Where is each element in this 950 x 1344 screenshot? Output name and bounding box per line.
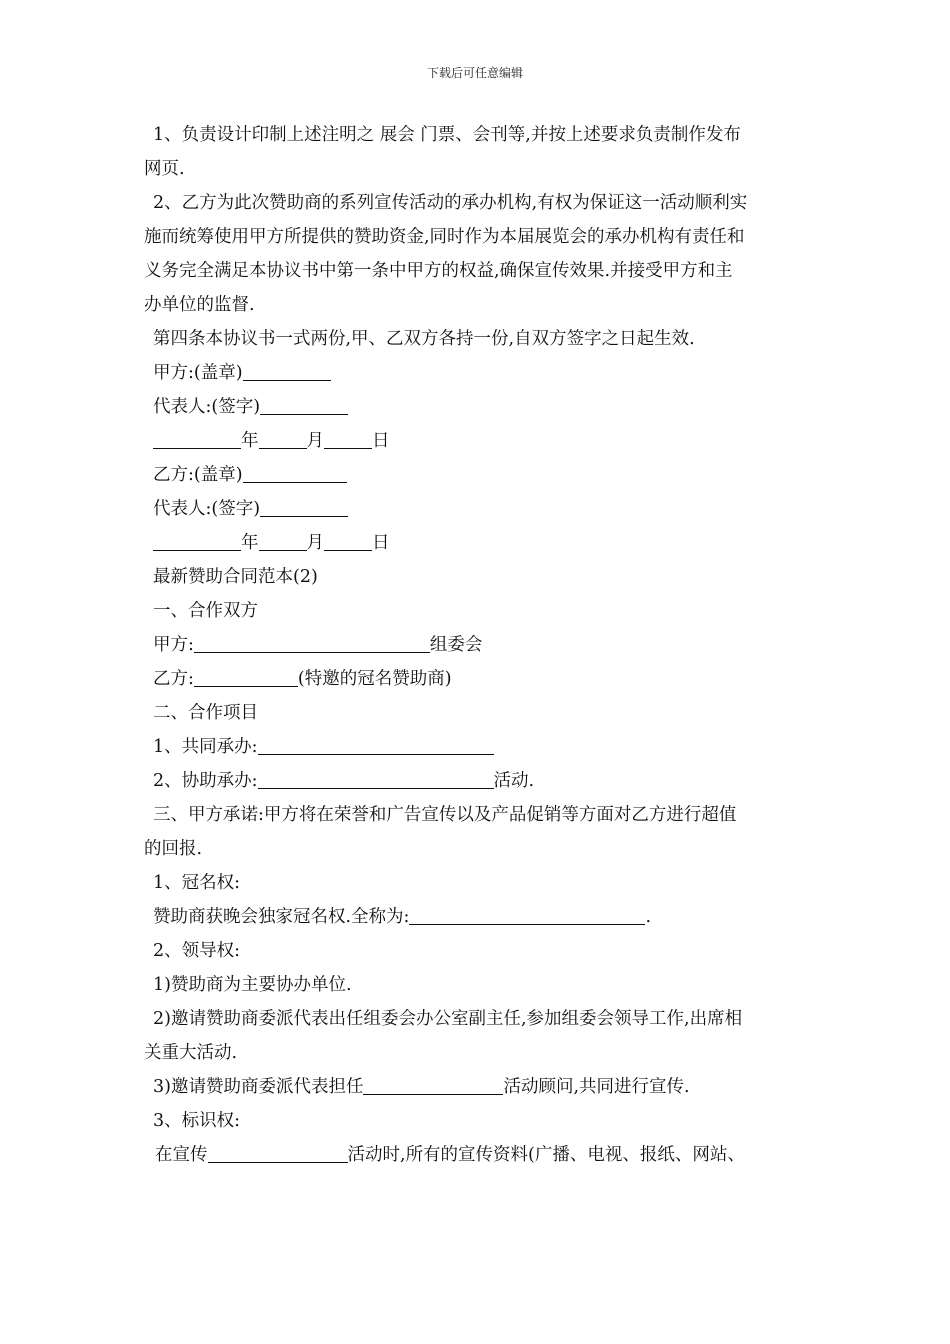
paragraph-line: 关重大活动. (144, 1043, 238, 1063)
paragraph-line: 义务完全满足本协议书中第一条中甲方的权益,确保宣传效果.并接受甲方和主 (144, 261, 733, 281)
paragraph-line: 办单位的监督. (144, 295, 255, 315)
logo-rights-suffix: 活动时,所有的宣传资料(广播、电视、报纸、网站、 (347, 1145, 745, 1165)
contract-title-2: 最新赞助合同范本(2) (153, 567, 318, 587)
day-blank (324, 530, 372, 551)
party-a-seal-line (144, 356, 812, 390)
rep-a-sign-line (144, 390, 812, 424)
leadership-item-3 (144, 1070, 812, 1104)
month-label: 月 (306, 431, 324, 451)
party-a-suffix: 组委会 (429, 635, 483, 655)
section-heading-1: 一、合作双方 (153, 601, 258, 621)
month-blank (259, 530, 307, 551)
advisor-blank (363, 1074, 503, 1095)
section-heading-3: 三、甲方承诺:甲方将在荣誉和广告宣传以及产品促销等方面对乙方进行超值 (153, 805, 737, 825)
article-four: 第四条本协议书一式两份,甲、乙双方各持一份,自双方签字之日起生效. (153, 329, 695, 349)
download-editable-note: 下载后可任意编辑 (426, 66, 523, 80)
day-label: 日 (372, 431, 390, 451)
joint-host-line (144, 730, 812, 764)
leadership-item-1: 1)赞助商为主要协办单位. (153, 975, 352, 995)
naming-rights-title: 1、冠名权: (153, 873, 241, 893)
logo-rights-prefix: 在宣传 (155, 1145, 208, 1165)
naming-rights-line (144, 900, 812, 934)
full-name-blank (409, 904, 645, 925)
rep-b-sign-blank (260, 496, 348, 517)
joint-host-label: 1、共同承办: (153, 737, 258, 757)
co-host-blank (258, 768, 494, 789)
date-line-a (144, 424, 812, 458)
naming-rights-text: 赞助商获晚会独家冠名权.全称为: (153, 907, 410, 927)
party-a-blank (194, 632, 430, 653)
section-heading-2: 二、合作项目 (153, 703, 258, 723)
day-label: 日 (372, 533, 390, 553)
leadership-item-3-suffix: 活动顾问,共同进行宣传. (503, 1077, 690, 1097)
leadership-title: 2、领导权: (153, 941, 241, 961)
logo-rights-title: 3、标识权: (153, 1111, 241, 1131)
party-b-seal-line (144, 458, 812, 492)
party-a-label: 甲方: (153, 635, 194, 655)
promotion-blank (208, 1142, 348, 1163)
year-label: 年 (241, 431, 259, 451)
year-blank (153, 428, 241, 449)
party-b-seal-blank (243, 462, 347, 483)
naming-rights-end: . (645, 907, 652, 927)
year-label: 年 (241, 533, 259, 553)
rep-a-sign-blank (260, 394, 348, 415)
co-host-suffix: 活动. (493, 771, 535, 791)
paragraph-line: 网页. (144, 159, 185, 179)
month-blank (259, 428, 307, 449)
logo-rights-line (144, 1138, 812, 1172)
year-blank (153, 530, 241, 551)
paragraph-line: 的回报. (144, 839, 203, 859)
rep-b-sign-line (144, 492, 812, 526)
date-line-b (144, 526, 812, 560)
party-b-seal-label: 乙方:(盖章) (153, 465, 243, 485)
party-a-seal-blank (243, 360, 331, 381)
paragraph-line: 2、乙方为此次赞助商的系列宣传活动的承办机构,有权为保证这一活动顺利实 (153, 193, 748, 213)
party-b-line (144, 662, 812, 696)
month-label: 月 (306, 533, 324, 553)
party-a-line (144, 628, 812, 662)
leadership-item-3-prefix: 3)邀请赞助商委派代表担任 (153, 1077, 364, 1097)
co-host-label: 2、协助承办: (153, 771, 258, 791)
rep-b-sign-label: 代表人:(签字) (153, 499, 261, 519)
document-body (144, 118, 812, 1172)
party-b-suffix: (特邀的冠名赞助商) (297, 669, 452, 689)
rep-a-sign-label: 代表人:(签字) (153, 397, 261, 417)
co-host-line (144, 764, 812, 798)
joint-host-blank (258, 734, 494, 755)
day-blank (324, 428, 372, 449)
paragraph-line: 施而统筹使用甲方所提供的赞助资金,同时作为本届展览会的承办机构有责任和 (144, 227, 745, 247)
party-b-label: 乙方: (153, 669, 194, 689)
party-a-seal-label: 甲方:(盖章) (153, 363, 243, 383)
paragraph-line: 1、负责设计印制上述注明之 展会 门票、会刊等,并按上述要求负责制作发布 (153, 125, 741, 145)
leadership-item-2: 2)邀请赞助商委派代表出任组委会办公室副主任,参加组委会领导工作,出席相 (153, 1009, 743, 1029)
party-b-blank (194, 666, 298, 687)
